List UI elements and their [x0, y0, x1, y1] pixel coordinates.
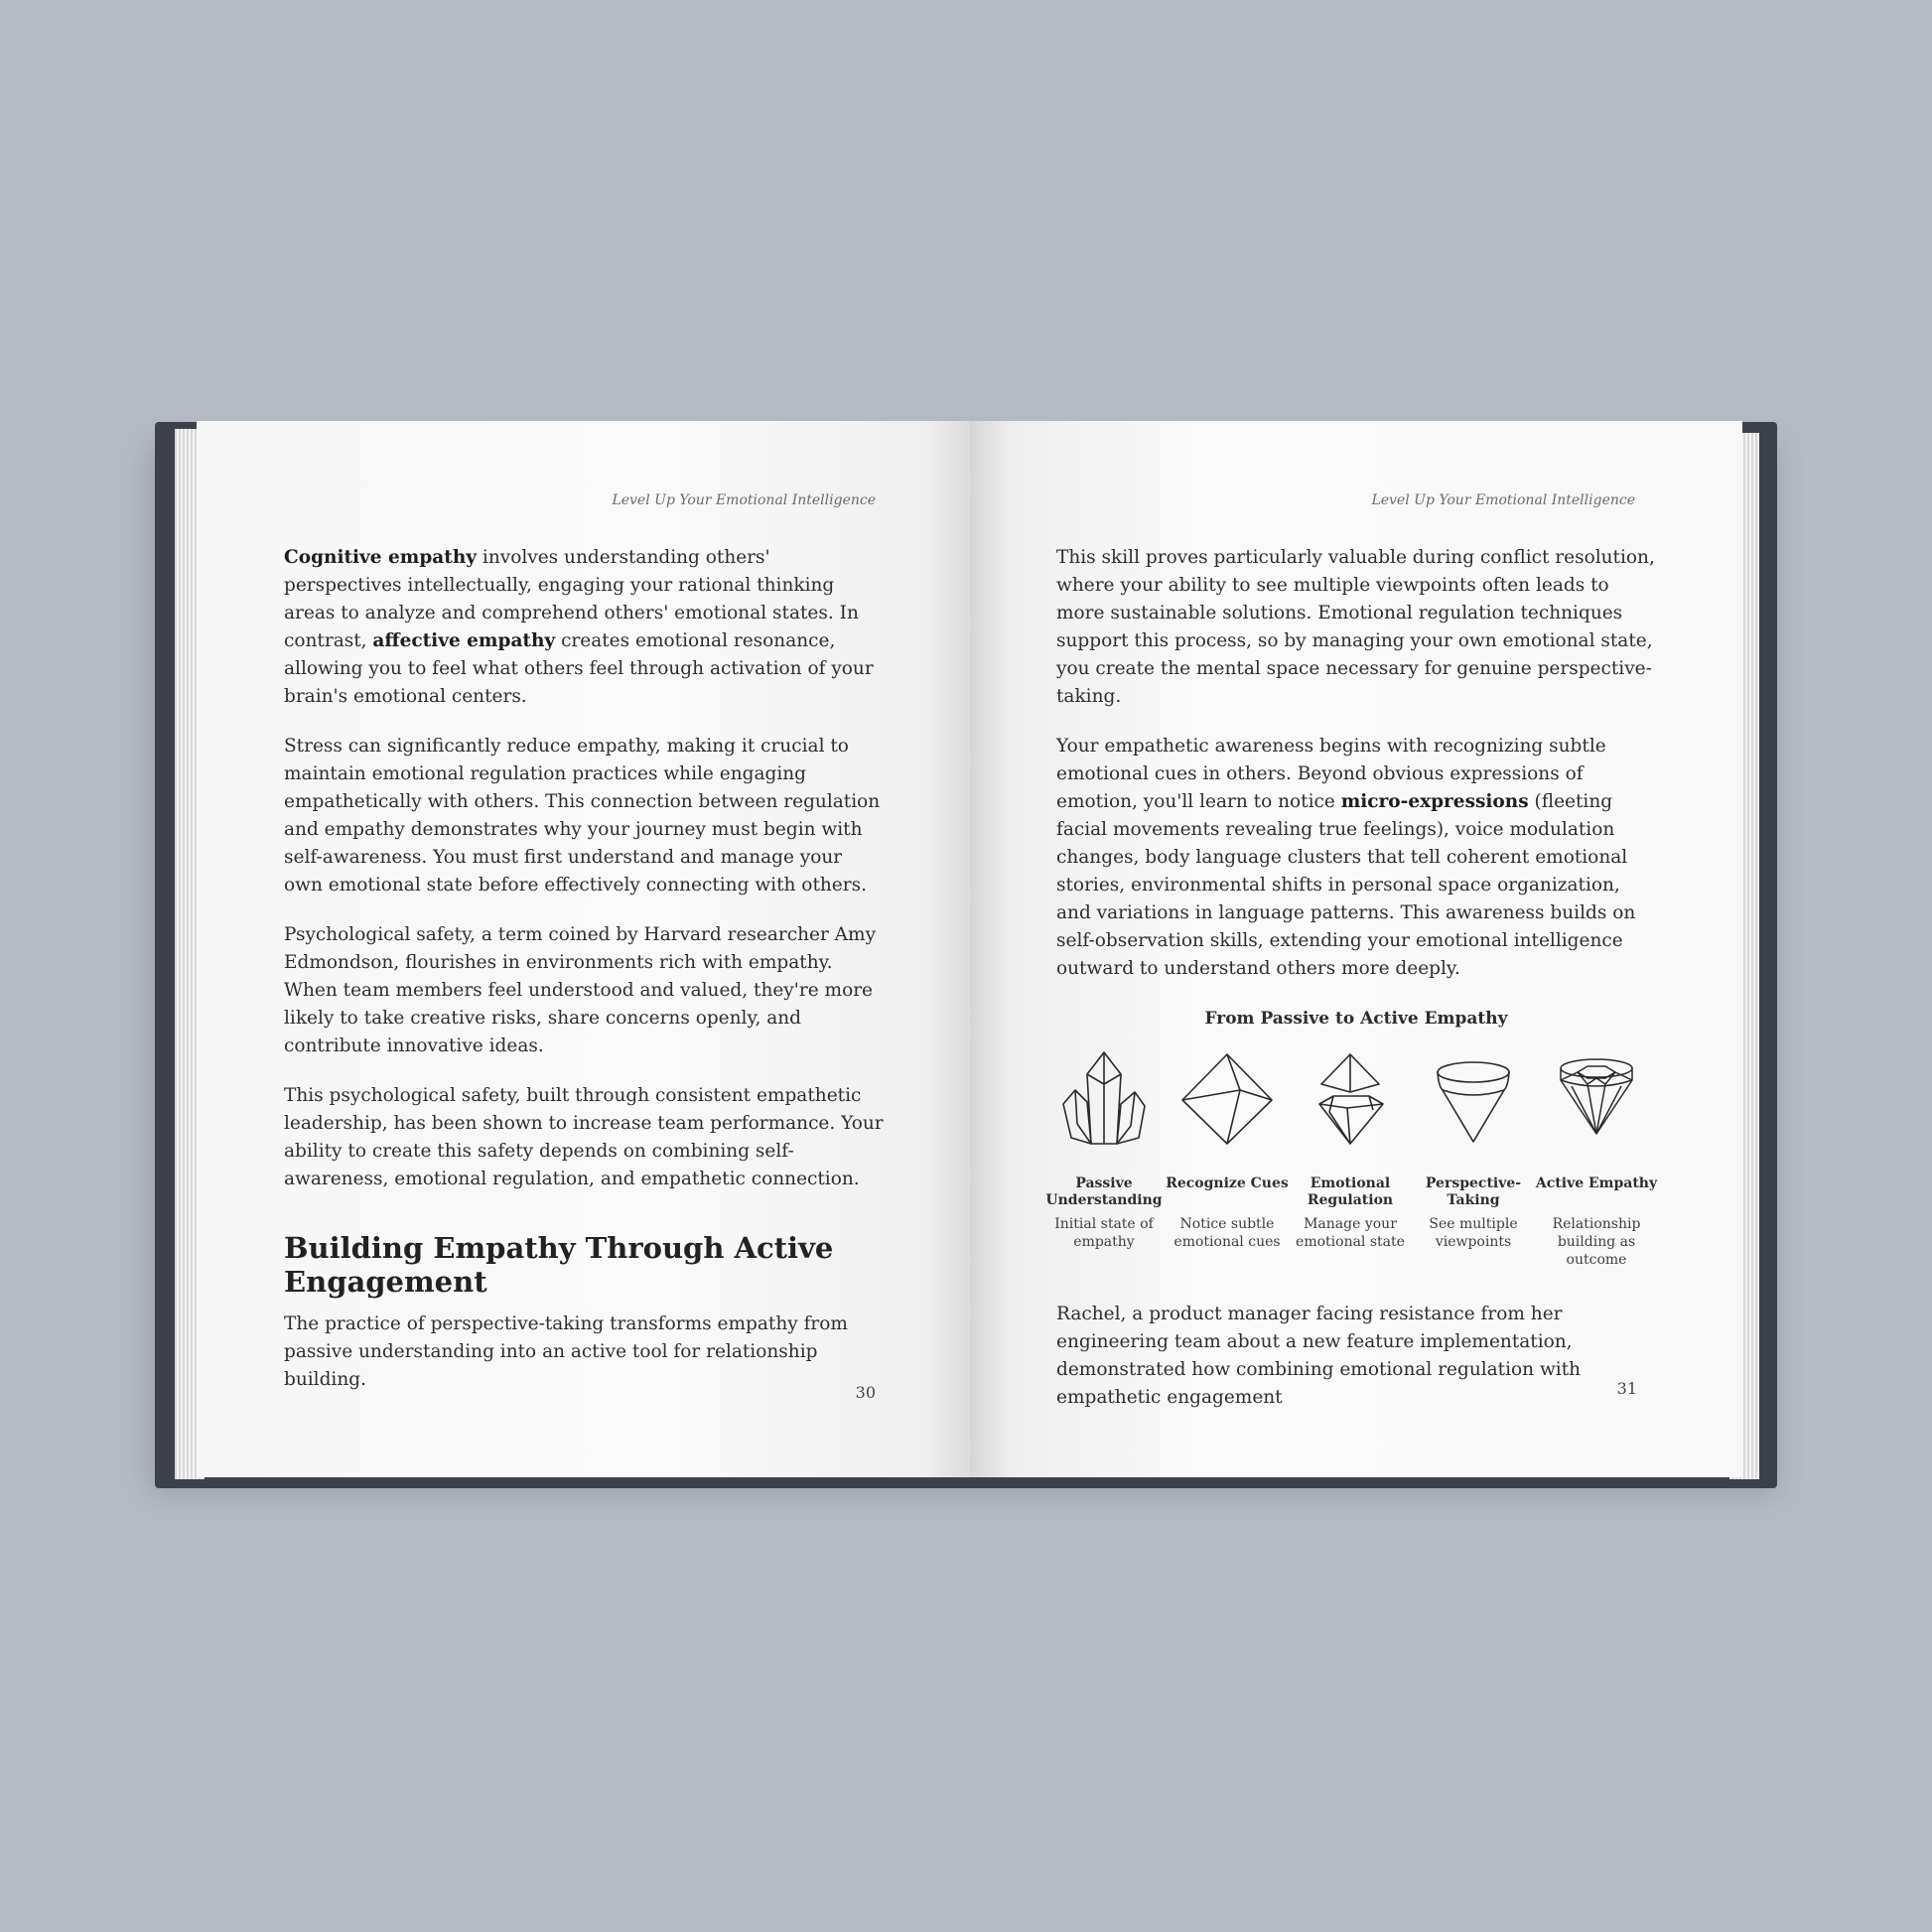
stage-description: See multiple viewpoints [1429, 1216, 1518, 1250]
stages-row [1042, 1046, 1658, 1269]
paragraph-team-performance: This psychological safety, built through consistent empathetic leadership, has been shown to increase team performance. Your ability to create this safety depends on combining self-awareness, emotional regulation, and empathetic connection. [284, 1085, 884, 1189]
stage-name: Perspective-Taking [1425, 1175, 1522, 1208]
stage-description: Notice subtle emotional cues [1173, 1216, 1281, 1250]
figure-title: From Passive to Active Empathy [1204, 1009, 1508, 1029]
left-page-body [284, 544, 886, 1416]
cut-diamond-icon [1542, 1046, 1651, 1156]
term-cognitive-empathy: Cognitive empathy [284, 547, 478, 568]
running-head: Level Up Your Emotional Intelligence [612, 492, 876, 508]
empathy-stages-figure [1045, 1005, 1658, 1269]
stage-recognize-cues [1166, 1046, 1289, 1269]
left-page [197, 421, 971, 1477]
paragraph-conflict-resolution: This skill proves particularly valuable during conflict resolution, where your ability to see multiple viewpoints often leads to more sustainable solutions. Emotional regulation techniques support this process, so by managing your own emotional state, you create the mental space necessary for genuine perspective-taking. [1056, 547, 1655, 707]
page-number: 31 [1616, 1379, 1637, 1398]
paragraph-text: Your empathetic awareness begins with recognizing subtle emotional cues in others. Beyond obvious expressions of emotion, you'll learn to notice [1056, 736, 1606, 812]
paragraph-emotional-cues [1056, 733, 1656, 983]
page-number: 30 [855, 1383, 876, 1402]
right-page-body [1045, 544, 1658, 1434]
stage-passive-understanding [1042, 1046, 1166, 1269]
paragraph-perspective-taking: The practice of perspective-taking transforms empathy from passive understanding into an active tool for relationship building. [284, 1313, 848, 1390]
paragraph-rachel-example: Rachel, a product manager facing resistance from her engineering team about a new feature implementation, demonstrated how combining emotional regulation with empathetic engagement [1056, 1304, 1582, 1408]
stage-description: Manage your emotional state [1296, 1216, 1405, 1250]
paragraph-stress: Stress can significantly reduce empathy, making it crucial to maintain emotional regulation practices while engaging empathetically with others. This connection between regulation and empathy demonstrates why your journey must begin with self-awareness. You must first understand and manage your own emotional state before effectively connecting with others. [284, 736, 881, 896]
crystal-cluster-icon [1049, 1046, 1159, 1156]
stage-name: Recognize Cues [1166, 1175, 1289, 1191]
stage-name: Active Empathy [1535, 1175, 1658, 1191]
paragraph-empathy-types [284, 544, 886, 711]
paragraph-text: creates emotional resonance, allowing you to feel what others feel through activation of your brain's emotional centers. [284, 630, 874, 707]
paragraph-text: (fleeting facial movements revealing true feelings), voice modulation changes, body language clusters that tell coherent emotional stories, environmental shifts in personal space organization, and variations in language patterns. This awareness builds on self-observation skills, extending your emotional intelligence outward to understand others more deeply. [1056, 791, 1636, 979]
paragraph-psychological-safety: Psychological safety, a term coined by Harvard researcher Amy Edmondson, flourishes in environments rich with empathy. When team members feel understood and valued, they're more likely to take creative risks, share concerns openly, and contribute innovative ideas. [284, 924, 877, 1056]
stage-name: Emotional Regulation [1307, 1175, 1394, 1208]
cone-gem-icon [1419, 1046, 1528, 1156]
stage-description: Relationship building as outcome [1552, 1216, 1641, 1268]
stage-description: Initial state of empathy [1054, 1216, 1154, 1250]
paragraph-text: involves understanding others' perspectives intellectually, engaging your rational thinking areas to analyze and comprehend others' emotional states. In contrast, [284, 547, 859, 651]
stage-name: Passive Understanding [1045, 1175, 1163, 1208]
term-affective-empathy: affective empathy [372, 630, 556, 651]
stage-emotional-regulation [1289, 1046, 1412, 1269]
split-gem-icon [1296, 1046, 1405, 1156]
stage-active-empathy [1535, 1046, 1658, 1269]
right-page [970, 421, 1742, 1477]
section-heading: Building Empathy Through Active Engagement [284, 1231, 834, 1299]
running-head: Level Up Your Emotional Intelligence [1371, 492, 1635, 508]
term-micro-expressions: micro-expressions [1340, 791, 1529, 812]
stage-perspective-taking [1412, 1046, 1535, 1269]
octahedron-icon [1173, 1046, 1282, 1156]
